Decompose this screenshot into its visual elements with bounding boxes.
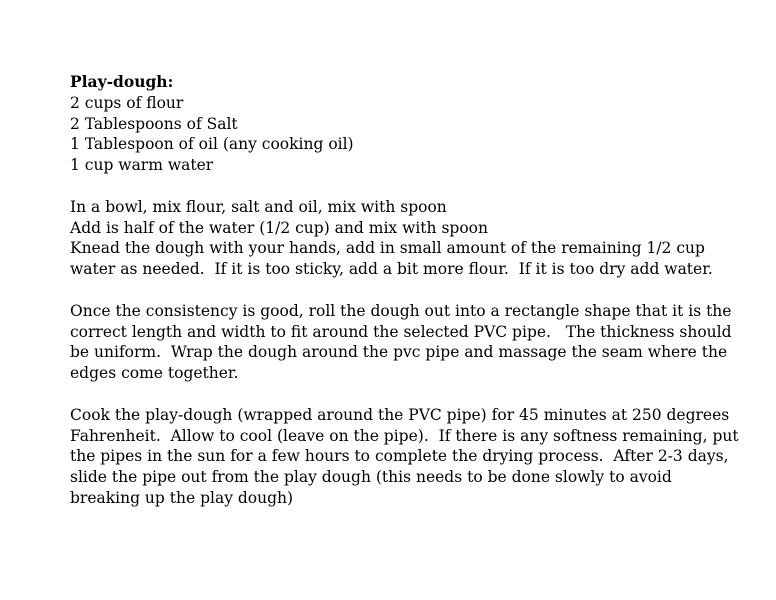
instruction-line: water as needed. If it is too sticky, add a bit more flour. If it is too dry add water. (70, 260, 713, 279)
instruction-line: the pipes in the sun for a few hours to complete the drying process. After 2-3 days, (70, 447, 729, 466)
ingredients-list (70, 93, 750, 176)
ingredient-item: 2 cups of flour (70, 93, 184, 112)
cooking-instructions (70, 405, 750, 509)
instruction-line: Once the consistency is good, roll the dough out into a rectangle shape that it is the (70, 301, 732, 320)
document-page (70, 72, 750, 509)
ingredient-item: 1 cup warm water (70, 156, 214, 175)
instruction-line: correct length and width to fit around the selected PVC pipe. The thickness should (70, 322, 732, 341)
paragraph-spacer (70, 176, 750, 197)
instruction-line: Fahrenheit. Allow to cool (leave on the pipe). If there is any softness remaining, put (70, 426, 739, 445)
shaping-instructions (70, 301, 750, 384)
instruction-line: Cook the play-dough (wrapped around the PVC pipe) for 45 minutes at 250 degrees (70, 405, 730, 424)
instruction-line: slide the pipe out from the play dough (this needs to be done slowly to avoid (70, 468, 672, 487)
ingredient-item: 1 Tablespoon of oil (any cooking oil) (70, 135, 354, 154)
paragraph-spacer (70, 280, 750, 301)
instruction-line: be uniform. Wrap the dough around the pvc pipe and massage the seam where the (70, 343, 728, 362)
recipe-title: Play-dough: (70, 72, 174, 91)
instruction-line: edges come together. (70, 364, 239, 383)
instruction-line: breaking up the play dough) (70, 488, 294, 507)
instruction-line: In a bowl, mix flour, salt and oil, mix with spoon (70, 197, 447, 216)
instruction-line: Knead the dough with your hands, add in small amount of the remaining 1/2 cup (70, 239, 705, 258)
paragraph-spacer (70, 384, 750, 405)
instruction-line: Add is half of the water (1/2 cup) and mix with spoon (70, 218, 488, 237)
mixing-instructions (70, 197, 750, 280)
ingredient-item: 2 Tablespoons of Salt (70, 114, 238, 133)
